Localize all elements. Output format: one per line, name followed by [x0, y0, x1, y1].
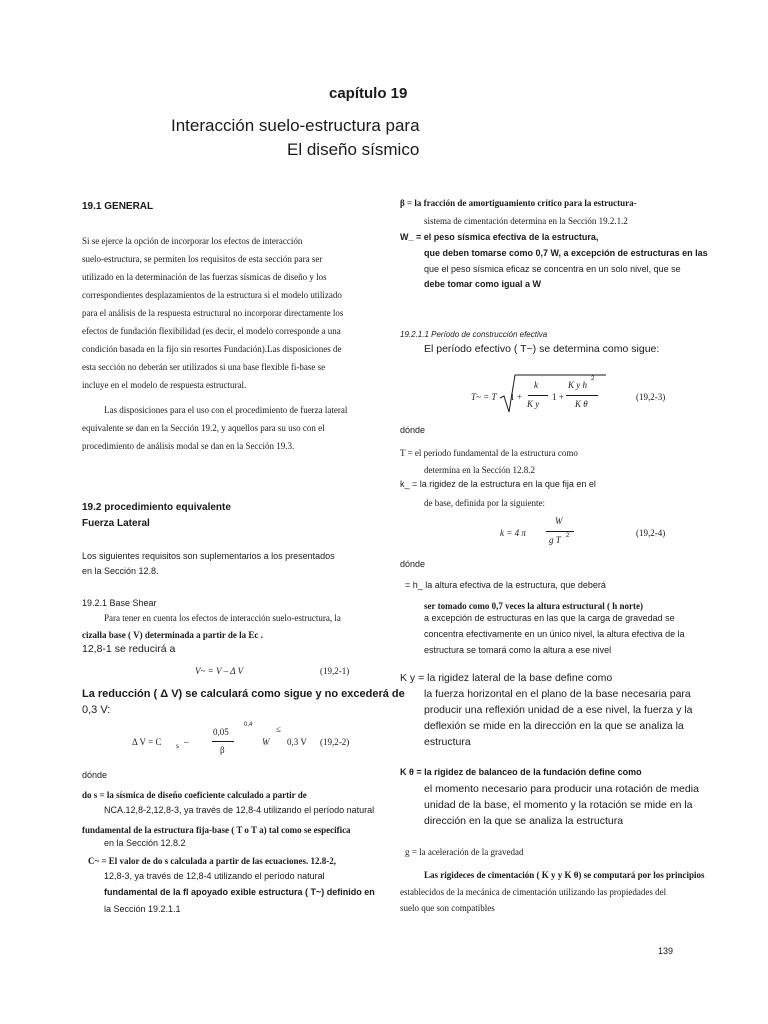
section-19-2-heading-line2: Fuerza Lateral	[82, 518, 150, 529]
cs-definition-line4: en la Sección 12.8.2	[104, 838, 186, 848]
eq4-exponent: 2	[566, 533, 570, 539]
eq3-number: (19,2-3)	[636, 392, 666, 402]
equation-19-2-1: V~ = V – Δ V	[195, 666, 244, 676]
eq2-fraction-bar	[212, 741, 234, 742]
paragraph-line: esta sección no deberán ser utilizados si una base flexible fi-base se	[82, 362, 326, 372]
eq3-lhs: T~ = T	[471, 392, 497, 402]
cs-tilde-line3: fundamental de la fl apoyado exible estructura ( T~) definido en	[104, 887, 375, 897]
eq4-lhs: k = 4 π	[500, 528, 526, 538]
paragraph-line: suelo-estructura, se permiten los requisitos de esta sección para ser	[82, 254, 323, 264]
section-19-2-paragraph	[82, 549, 335, 579]
eq2-rhs: 0,3 V	[287, 737, 307, 747]
beta-definition-line1: β = la fracción de amortiguamiento crítico para la estructura-	[400, 198, 637, 208]
paragraph-line: efectos de fundación flexibilidad (es decir, el modelo corresponde a una	[82, 326, 341, 336]
paragraph-line: Si se ejerce la opción de incorporar los efectos de interacción	[82, 236, 303, 246]
cs-definition-line3: fundamental de la estructura fija-base ( T o T a) tal como se especifica	[82, 825, 351, 835]
eq4-number: (19,2-4)	[636, 528, 666, 538]
eq2-exponent: 0,4	[244, 722, 253, 728]
t-definition-line1: T = el período fundamental de la estructura como	[400, 448, 578, 458]
chapter-title-line1: Interacción suelo-estructura para	[171, 116, 420, 135]
cs-tilde-line2: 12,8-3, ya través de 12,8-4 utilizando el período natural	[104, 871, 325, 881]
eq3-k: k	[534, 380, 538, 390]
eq4-fraction-bar	[546, 531, 574, 532]
section-19-2-1-1-heading: 19.2.1.1 Período de construcción efectiva	[400, 330, 548, 339]
ktheta-definition-line4: dirección en la que se analiza la estructura	[424, 815, 624, 827]
where-label-3: dónde	[400, 559, 426, 569]
section-19-2-1-heading: 19.2.1 Base Shear	[82, 598, 157, 608]
paragraph-line: Las disposiciones para el uso con el procedimiento de fuerza lateral	[104, 405, 348, 415]
cs-definition-line1: do s = la sísmica de diseño coeficiente calculado a partir de	[82, 790, 307, 800]
cs-tilde-line1: C~ = El valor de do s calculada a partir de las ecuaciones. 12.8-2,	[88, 856, 336, 866]
paragraph-line: incluye en el modelo de respuesta estructural.	[82, 380, 247, 390]
eq2-fraction-numerator: 0,05	[213, 727, 229, 737]
section-19-2-heading: 19.2 procedimiento equivalente	[82, 502, 231, 513]
ky-definition-line2: la fuerza horizontal en el plano de la base necesaria para	[424, 688, 691, 700]
eq2-weight: W	[262, 737, 270, 747]
ky-definition-line4: deflexión se mide en la dirección en la que se analiza la	[424, 720, 684, 732]
h-definition-line4: concentra efectivamente en un único nivel, la altura efectiva de la	[424, 629, 685, 639]
eq4-weight: W	[555, 516, 563, 526]
eq2-beta: β	[220, 745, 225, 755]
ktheta-definition-line1: K θ = la rigidez de balanceo de la fundación define como	[400, 767, 642, 777]
ktheta-definition-line2: el momento necesario para producir una rotación de media	[424, 783, 699, 795]
h-definition-line2: ser tomado como 0,7 veces la altura estructural ( h norte)	[424, 601, 644, 611]
paragraph-line: utilizado en la determinación de las fuerzas sísmicas de diseño y los	[82, 272, 327, 282]
eq2-lhs: Δ V = C	[132, 737, 162, 747]
eq3-exponent: 2	[591, 376, 595, 382]
eq2-number: (19,2-2)	[320, 737, 350, 747]
paragraph-line: condición basada en la fijo sin resortes Fundación).Las disposiciones de	[82, 344, 342, 354]
k-definition-line1: k_ = la rigidez de la estructura en la que fija en el	[400, 479, 596, 489]
ky-definition-line5: estructura	[424, 736, 471, 748]
eq3-ky: K y	[527, 399, 540, 409]
k-definition-line2: de base, definida por la siguiente:	[424, 498, 545, 508]
ky-definition-line1: K y = la rigidez lateral de la base define como	[400, 672, 613, 684]
closing-line2: establecidos de la mecánica de cimentación utilizando las propiedades del	[400, 887, 667, 897]
weight-definition-line1: W_ = el peso sísmica efectiva de la estructura,	[400, 232, 599, 242]
h-definition-line3: a excepción de estructuras en las que la carga de gravedad se	[424, 613, 675, 623]
reduction-line1: La reducción ( Δ V) se calculará como sigue y no excederá de	[82, 688, 405, 700]
paragraph-line: correspondientes desplazamientos de la estructura si el modelo utilizado	[82, 290, 342, 300]
paragraph-line: equivalente se dan en la Sección 19.2, y aquellos para su uso con el	[82, 423, 325, 433]
page-number: 139	[658, 946, 674, 956]
weight-definition-line2: que deben tomarse como 0,7 W, a excepción de estructuras en las	[424, 248, 708, 258]
section-19-1-paragraph-2	[82, 401, 347, 455]
eq3-fraction-bar-2	[566, 395, 598, 396]
eq2-minus: –	[184, 737, 189, 747]
chapter-label: capítulo 19	[329, 85, 408, 102]
cs-tilde-line4: la Sección 19.2.1.1	[104, 904, 181, 914]
where-label-1: dónde	[82, 770, 108, 780]
section-19-1-paragraph-1	[82, 232, 343, 394]
weight-definition-line4: debe tomar como igual a W	[424, 279, 542, 289]
weight-definition-line3: que el peso sísmica eficaz se concentra en un solo nivel, que se	[424, 264, 681, 274]
paragraph-line: procedimiento de análisis modal se dan en la Sección 19.3.	[82, 441, 295, 451]
beta-definition-line2: sistema de cimentación determina en la Sección 19.2.1.2	[424, 216, 628, 226]
closing-line3: suelo que son compatibles	[400, 903, 495, 913]
g-definition: g = la aceleración de la gravedad	[405, 847, 524, 857]
chapter-title-line2: El diseño sísmico	[287, 140, 420, 159]
h-definition-line5: estructura se tomará como la altura a ese nivel	[424, 645, 612, 655]
base-shear-line2: cizalla base ( V) determinada a partir de la Ec .	[82, 630, 263, 640]
reduction-line2: 0,3 V:	[82, 704, 111, 716]
eq3-fraction-bar-1	[528, 395, 548, 396]
paragraph-line: Los siguientes requisitos son suplementarios a los presentados	[82, 551, 335, 561]
eq3-ktheta: K θ	[575, 399, 588, 409]
base-shear-line1: Para tener en cuenta los efectos de interacción suelo-estructura, la	[104, 613, 341, 623]
t-definition-line2: determina en la Sección 12.8.2	[424, 465, 535, 475]
equation-19-2-1-number: (19,2-1)	[320, 666, 350, 676]
section-19-1-heading: 19.1 GENERAL	[82, 201, 154, 212]
cs-definition-line2: NCA.12,8-2,12,8-3, ya través de 12,8-4 utilizando el período natural	[104, 805, 375, 815]
ky-definition-line3: producir una reflexión unidad de a ese nivel, la fuerza y la	[424, 704, 693, 716]
base-shear-line3: 12,8-1 se reducirá a	[82, 643, 176, 655]
closing-line1: Las rigideces de cimentación ( K y y K θ) se computará por los principios	[424, 870, 705, 880]
paragraph-line: para el análisis de la respuesta estructural no incorporar directamente los	[82, 308, 344, 318]
eq3-kyh: K y h	[568, 380, 587, 390]
where-label-2: dónde	[400, 425, 426, 435]
eq2-subscript: s	[176, 744, 179, 750]
effective-period-intro: El período efectivo ( T~) se determina como sigue:	[424, 343, 660, 355]
eq2-leq: ≤	[276, 724, 281, 734]
ktheta-definition-line3: unidad de la base, el momento y la rotación se mide en la	[424, 799, 693, 811]
eq4-denominator: g T	[549, 535, 561, 545]
eq3-one-plus: 1 +	[510, 392, 522, 402]
eq3-bracket: 1 +	[552, 392, 564, 402]
h-definition-line1: = h_ la altura efectiva de la estructura, que deberá	[405, 580, 606, 590]
paragraph-line: en la Sección 12.8.	[82, 566, 159, 576]
